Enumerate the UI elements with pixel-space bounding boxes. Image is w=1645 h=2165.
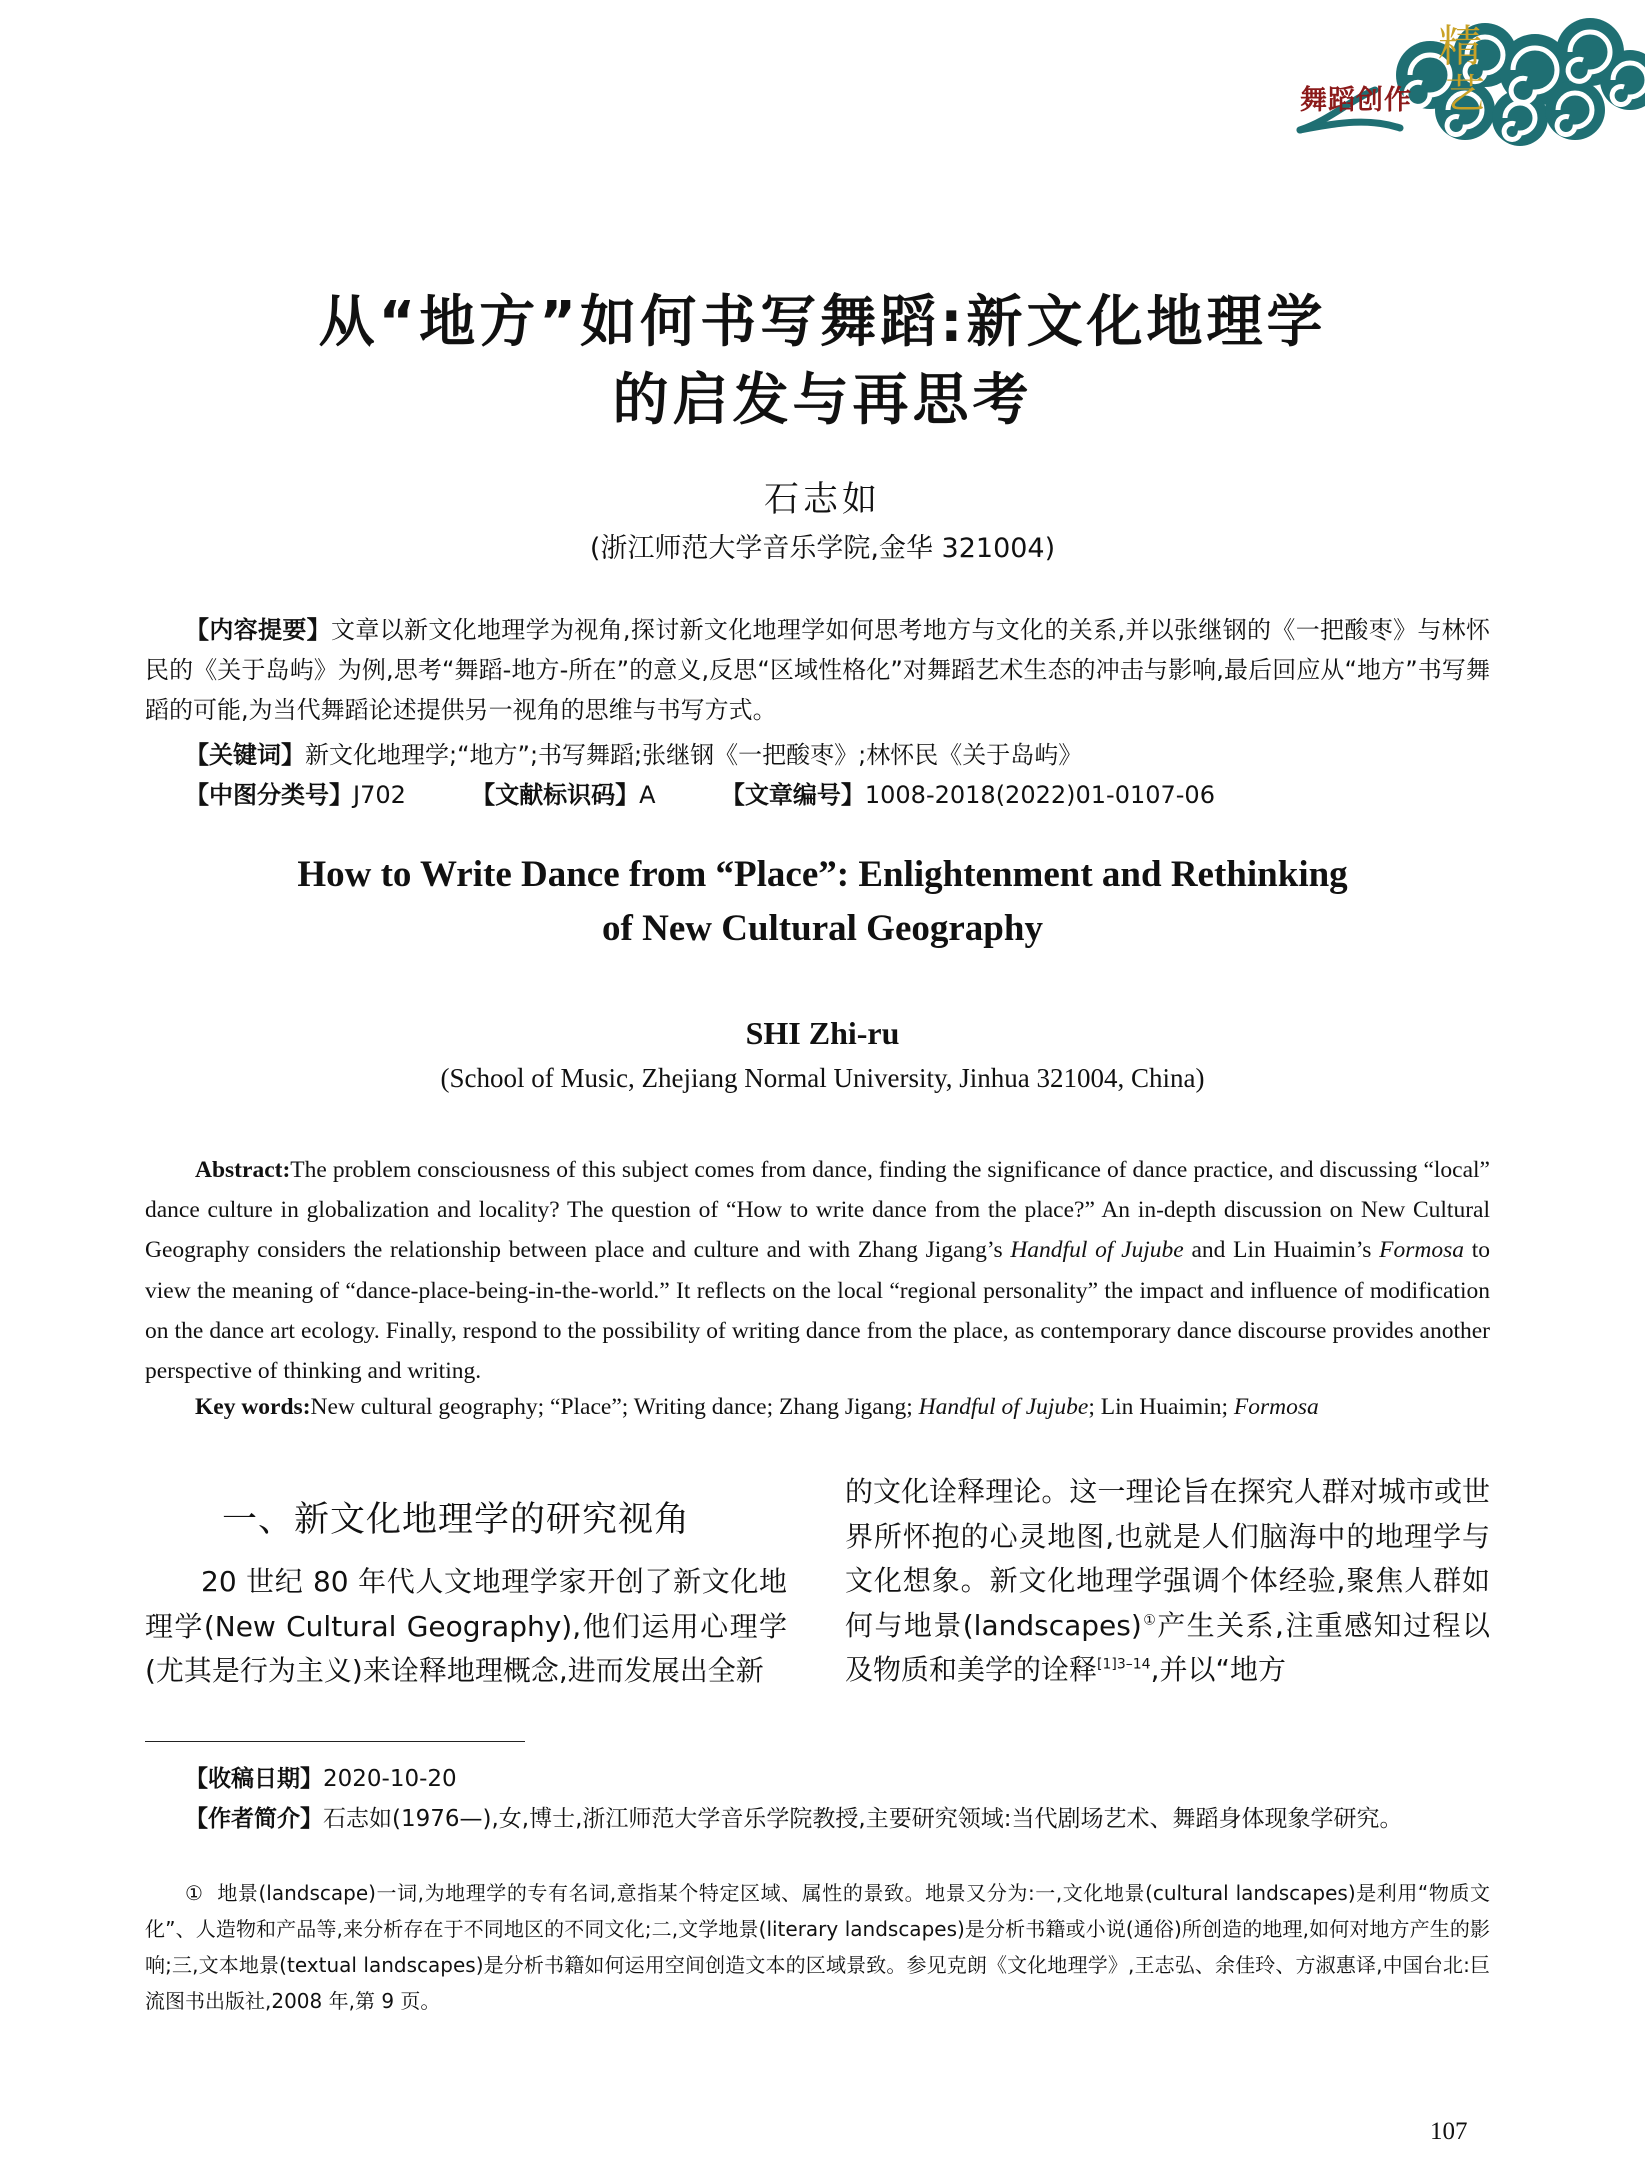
affiliation-en: (School of Music, Zhejiang Normal University, Jinhua 321004, China) <box>440 1063 1205 1093</box>
keywords-en <box>195 1394 1319 1421</box>
footnote-divider <box>145 1741 525 1742</box>
body-right-text-c: ,并以“地方 <box>1150 1653 1286 1686</box>
title-cn-line1: 从“地方”如何书写舞蹈:新文化地理学 <box>318 290 1327 355</box>
body-right-text-a: 的文化诠释理论。这一理论旨在探究人群对城市或世界所怀抱的心灵地图,也就是人们脑海中的地理学与文化想象。新文化地理学强调个体经验,聚焦人群如何与地景(landscapes) <box>845 1475 1490 1642</box>
citation-ref-1: [1]3–14 <box>1097 1656 1151 1673</box>
abstract-cn-text: 文章以新文化地理学为视角,探讨新文化地理学如何思考地方与文化的关系,并以张继钢的《一把酸枣》与林怀民的《关于岛屿》为例,思考“舞蹈-地方-所在”的意义,反思“区域性格化”对舞蹈艺术生态的冲击与影响,最后回应从“地方”书写舞蹈的可能,为当代舞蹈论述提供另一视角的思维与书写方式。 <box>145 616 1491 724</box>
footnote-1-marker: ① <box>185 1881 204 1905</box>
clc-value: J702 <box>353 781 406 809</box>
footnote-ref-1: ① <box>1141 1612 1158 1629</box>
keywords-en-2: Handful of Jujube <box>918 1394 1089 1420</box>
clc-label: 【中图分类号】 <box>185 781 353 809</box>
body-right-text-b: 产生关系,注重感知过程以及物质和美学的诠释 <box>845 1608 1490 1686</box>
keywords-en-4: Formosa <box>1233 1394 1319 1420</box>
abstract-cn <box>145 610 1490 730</box>
abstract-en-text-3: to view the meaning of “dance-place-being-in-the-world.” It reflects on the local “regional personality” the impact and influence of modification on the dance art ecology. Finally, respond to the possibility of writing dance from the place, as contemporary dance discourse provides another perspective of thinking and writing. <box>145 1237 1491 1385</box>
body-right-column <box>845 1470 1490 1693</box>
received-date <box>145 1760 1490 1798</box>
keywords-en-label: Key words: <box>195 1394 311 1420</box>
section-heading: 一、新文化地理学的研究视角 <box>222 1500 691 1540</box>
author-bio <box>145 1800 1490 1838</box>
author-cn: 石志如 <box>763 480 881 520</box>
abstract-en-label: Abstract: <box>195 1157 291 1183</box>
keywords-cn <box>185 735 1082 770</box>
bio-label: 【作者简介】 <box>185 1806 323 1832</box>
received-value: 2020-10-20 <box>323 1766 457 1792</box>
article-label: 【文章编号】 <box>720 781 865 809</box>
section-label: 舞蹈创作 <box>1300 85 1412 116</box>
title-cn-line2: 的启发与再思考 <box>612 368 1033 433</box>
abstract-en-italic-2: Formosa <box>1379 1237 1464 1264</box>
badge-char-jing: 精 <box>1438 21 1482 72</box>
author-en: SHI Zhi-ru <box>745 1015 900 1051</box>
keywords-cn-label: 【关键词】 <box>185 741 305 769</box>
title-en-line2: of New Cultural Geography <box>602 908 1043 949</box>
footnote-1 <box>145 1875 1490 2019</box>
received-label: 【收稿日期】 <box>185 1766 323 1792</box>
badge-char-yi: 艺 <box>1445 71 1485 117</box>
doc-value: A <box>639 781 656 809</box>
body-left-column: 20 世纪 80 年代人文地理学家开创了新文化地理学(New Cultural Geography),他们运用心理学(尤其是行为主义)来诠释地理概念,进而发展出全新 <box>145 1565 787 1687</box>
keywords-en-1: New cultural geography; “Place”; Writing dance; Zhang Jigang; <box>310 1394 919 1420</box>
article-value: 1008-2018(2022)01-0107-06 <box>864 781 1215 809</box>
abstract-en-text-2: and Lin Huaimin’s <box>1183 1237 1380 1264</box>
page-number: 107 <box>1430 2118 1468 2145</box>
abstract-en-text-1: The problem consciousness of this subject comes from dance, finding the significance of dance practice, and discussing “local” dance culture in globalization and locality? The question of “How to write dance from the place?” An in-depth discussion on New Cultural Geography considers the relationship between place and culture and with Zhang Jigang’s <box>145 1157 1490 1264</box>
keywords-cn-text: 新文化地理学;“地方”;书写舞蹈;张继钢《一把酸枣》;林怀民《关于岛屿》 <box>305 741 1083 769</box>
abstract-en <box>145 1150 1490 1391</box>
footnote-1-text: 地景(landscape)一词,为地理学的专有名词,意指某个特定区域、属性的景致。地景又分为:一,文化地景(cultural landscapes)是利用“物质文化”、人造物和产品等,来分析存在于不同地区的不同文化;二,文学地景(literary landscapes)是分析书籍或小说(通俗)所创造的地理,如何对地方产生的影响;三,文本地景(textual landscapes)是分析书籍如何运用空间创造文本的区域景致。参见克朗《文化地理学》,王志弘、余佳玲、方淑惠译,中国台北:巨流图书出版社,2008 年,第 9 页。 <box>145 1881 1490 2013</box>
classification-line <box>185 775 1215 810</box>
abstract-cn-label: 【内容提要】 <box>185 616 331 644</box>
doc-label: 【文献标识码】 <box>471 781 640 809</box>
keywords-en-3: ; Lin Huaimin; <box>1088 1394 1234 1420</box>
bio-text: 石志如(1976—),女,博士,浙江师范大学音乐学院教授,主要研究领域:当代剧场艺术、舞蹈身体现象学研究。 <box>323 1806 1403 1832</box>
abstract-en-italic-1: Handful of Jujube <box>1010 1237 1184 1264</box>
title-en-line1: How to Write Dance from “Place”: Enlightenment and Rethinking <box>297 854 1348 895</box>
affiliation-cn: (浙江师范大学音乐学院,金华 321004) <box>589 533 1056 564</box>
